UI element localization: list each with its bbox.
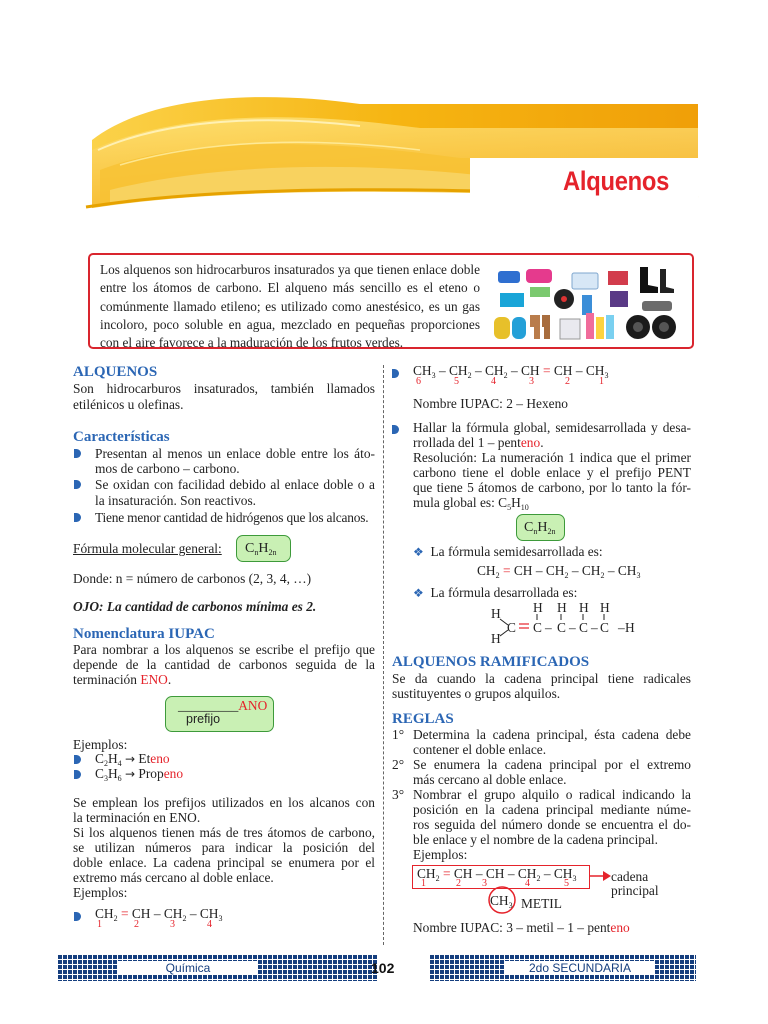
carbon-number: 2 bbox=[565, 376, 570, 387]
carbon-number: 1 bbox=[97, 919, 102, 930]
example-propene: $C_3H_6$ → Propeno bbox=[95, 766, 184, 783]
rule-2-line-2: más cercano al doble enlace. bbox=[413, 772, 567, 787]
svg-text:H: H bbox=[625, 620, 635, 635]
bullet-icon bbox=[74, 769, 83, 780]
svg-text:H: H bbox=[579, 600, 589, 615]
p2-3: Si los alquenos tienen más de tres átomos de carbono, bbox=[73, 825, 375, 840]
rule-3-line-1: Nombrar el grupo alquilo o radical indicando la bbox=[413, 787, 691, 802]
ejemplos-2: Ejemplos: bbox=[73, 885, 128, 900]
bullet-icon bbox=[74, 448, 83, 459]
alquenos-heading: ALQUENOS bbox=[73, 364, 158, 380]
carbon-number: 2 bbox=[456, 878, 461, 889]
nom-2: depende de la cantidad de carbonos seguida de la bbox=[73, 657, 375, 672]
prefix-ano-box: _________ANO prefijo bbox=[165, 696, 274, 732]
footer-subject: Química bbox=[118, 961, 258, 975]
bullet-icon bbox=[74, 479, 83, 490]
ejemplos-right: Ejemplos: bbox=[413, 847, 468, 862]
carbon-number: 3 bbox=[529, 376, 534, 387]
cadena-label-1: cadena bbox=[611, 869, 649, 884]
carbon-number: 5 bbox=[454, 376, 459, 387]
prefijo-label: prefijo bbox=[186, 712, 221, 726]
semi-label: ❖ La fórmula semidesarrollada es: bbox=[413, 544, 603, 559]
ramificados-heading: ALQUENOS RAMIFICADOS bbox=[392, 654, 590, 670]
footer-grade: 2do SECUNDARIA bbox=[505, 961, 655, 975]
bullet-icon bbox=[392, 424, 401, 435]
caracteristicas-heading: Características bbox=[73, 429, 170, 445]
question-2: rrollada del 1 – penteno. bbox=[413, 435, 544, 450]
svg-text:C: C bbox=[579, 620, 588, 635]
rule-number: 2° bbox=[392, 757, 405, 772]
bullet-icon bbox=[392, 368, 401, 379]
bullet-icon bbox=[74, 512, 83, 523]
rule-3-line-3: ros seguida del número donde se encuentra el do- bbox=[413, 817, 691, 832]
branched-formula: $CH_2$ = CH – CH – $CH_2 - CH_3$ bbox=[417, 866, 577, 883]
bullet-icon bbox=[74, 911, 83, 922]
car-3: Tiene menor cantidad de hidrógenos que los alcanos. bbox=[95, 510, 369, 525]
carbon-number: 4 bbox=[491, 376, 496, 387]
general-formula-box: $C_nH_{2n}$ bbox=[236, 535, 291, 562]
svg-text:–: – bbox=[545, 620, 552, 635]
formula-label: Fórmula molecular general: bbox=[73, 541, 222, 556]
rule-3-line-2: posición en la cadena principal mediante núme- bbox=[413, 802, 691, 817]
page-title: Alquenos bbox=[563, 166, 670, 196]
pentene-formula-box: $C_nH_{2n}$ bbox=[516, 514, 565, 541]
reglas-heading: REGLAS bbox=[392, 711, 454, 727]
diamond-icon: ❖ bbox=[413, 586, 424, 600]
carbon-number: 1 bbox=[421, 878, 426, 889]
rule-1-line-2: contener el doble enlace. bbox=[413, 742, 547, 757]
svg-text:–: – bbox=[618, 620, 625, 635]
example-ethene: $C_2H_4$ → Eteno bbox=[95, 751, 170, 768]
carbon-number: 1 bbox=[599, 376, 604, 387]
arrow-icon bbox=[589, 870, 613, 882]
carbon-number: 5 bbox=[564, 878, 569, 889]
rule-number: 3° bbox=[392, 787, 405, 802]
nomenclatura-heading: Nomenclatura IUPAC bbox=[73, 626, 215, 642]
bullet-icon bbox=[74, 754, 83, 765]
carbon-number: 2 bbox=[134, 919, 139, 930]
p2-2: la terminación en ENO. bbox=[73, 810, 201, 825]
cadena-label-2: principal bbox=[611, 883, 659, 898]
intro-box bbox=[88, 253, 694, 349]
svg-text:–: – bbox=[569, 620, 576, 635]
alquenos-def-2: etilénicos u olefinas. bbox=[73, 397, 184, 412]
hexene-name: Nombre IUPAC: 2 – Hexeno bbox=[413, 396, 568, 411]
svg-text:C: C bbox=[600, 620, 609, 635]
nom-3: terminación ENO. bbox=[73, 672, 172, 687]
carbon-number: 6 bbox=[416, 376, 421, 387]
metil-label: METIL bbox=[521, 896, 562, 911]
car-1b: mos de carbono – carbono. bbox=[95, 461, 240, 476]
p2-1: Se emplean los prefijos utilizados en los alcanos con bbox=[73, 795, 375, 810]
svg-text:H: H bbox=[600, 600, 610, 615]
car-1a: Presentan al menos un enlace doble entre los áto- bbox=[95, 446, 375, 461]
desa-label: ❖ La fórmula desarrollada es: bbox=[413, 585, 578, 600]
diamond-icon: ❖ bbox=[413, 545, 424, 559]
p2-6: extremo más cercano al doble enlace. bbox=[73, 870, 274, 885]
ejemplos-1: Ejemplos: bbox=[73, 737, 128, 752]
products-image bbox=[490, 263, 680, 343]
page-number: 102 bbox=[371, 960, 395, 976]
structural-formula bbox=[486, 598, 646, 648]
resolution-2: carbono tiene el doble enlace y el prefijo PENT bbox=[413, 465, 691, 480]
rule-number: 1° bbox=[392, 727, 405, 742]
resolution-1: Resolución: La numeración 1 indica que el primer bbox=[413, 450, 691, 465]
resolution-4: mula global es: $C_5H_{10}$ bbox=[413, 495, 529, 512]
carbon-number: 3 bbox=[170, 919, 175, 930]
svg-text:C: C bbox=[507, 620, 516, 635]
carbon-number: 3 bbox=[482, 878, 487, 889]
butene-formula: $CH_2$ = CH – $CH_2 - CH_3$ bbox=[95, 906, 223, 923]
p2-4: se utilizan números para indicar la posición del bbox=[73, 840, 375, 855]
svg-text:–: – bbox=[591, 620, 598, 635]
final-name: Nombre IUPAC: 3 – metil – 1 – penteno bbox=[413, 920, 630, 935]
alquenos-def-1: Son hidrocarburos insaturados, también llamados bbox=[73, 381, 375, 396]
car-2b: la insaturación. Son reactivos. bbox=[95, 493, 257, 508]
donde-text: Donde: n = número de carbonos (2, 3, 4, …) bbox=[73, 571, 312, 586]
rule-1-line-1: Determina la cadena principal, ésta cadena debe bbox=[413, 727, 691, 742]
rule-3-line-4: ble enlace y el nombre de la cadena principal. bbox=[413, 832, 659, 847]
carbon-number: 4 bbox=[525, 878, 530, 889]
column-divider bbox=[383, 365, 384, 945]
svg-text:C: C bbox=[557, 620, 566, 635]
intro-text: Los alquenos son hidrocarburos insaturados ya que tienen enlace doble entre los átomos de carbono. El alqueno más sencillo es el eteno o comúnmente llamado etileno; es utilizado como anestésico, es un gas incoloro, poco soluble en agua, mezclado en pequeñas proporciones con el aire favorece a la maduración de los frutos verdes. bbox=[100, 262, 480, 351]
semi-formula: $CH_2$ = CH – $CH_2 - CH_2 - CH_3$ bbox=[477, 563, 641, 580]
carbon-number: 4 bbox=[207, 919, 212, 930]
rule-2-line-1: Se enumera la cadena principal por el extremo bbox=[413, 757, 691, 772]
svg-text:C: C bbox=[533, 620, 542, 635]
car-2a: Se oxidan con facilidad debido al enlace doble o a bbox=[95, 477, 375, 492]
resolution-3: que tiene 5 átomos de carbono, por lo tanto la fór- bbox=[413, 480, 691, 495]
svg-text:H: H bbox=[557, 600, 567, 615]
svg-text:H: H bbox=[533, 600, 543, 615]
svg-text:H: H bbox=[491, 606, 501, 621]
svg-text:H: H bbox=[491, 631, 501, 646]
header-banner bbox=[0, 0, 768, 260]
question-1: Hallar la fórmula global, semidesarrollada y desa- bbox=[413, 420, 691, 435]
ojo-note: OJO: La cantidad de carbonos mínima es 2. bbox=[73, 599, 317, 614]
ramificados-2: sustituyentes o grupos alquilos. bbox=[392, 686, 561, 701]
hexene-formula: $CH_3 - CH_2 - CH_2$ – CH = CH – $CH_3$ bbox=[413, 363, 609, 380]
p2-5: doble enlace. La cadena principal se enumera por el bbox=[73, 855, 375, 870]
methyl-group: $CH_3$ bbox=[490, 893, 513, 910]
ramificados-1: Se da cuando la cadena principal tiene radicales bbox=[392, 671, 691, 686]
nom-1: Para nombrar a los alquenos se escribe el prefijo que bbox=[73, 642, 375, 657]
